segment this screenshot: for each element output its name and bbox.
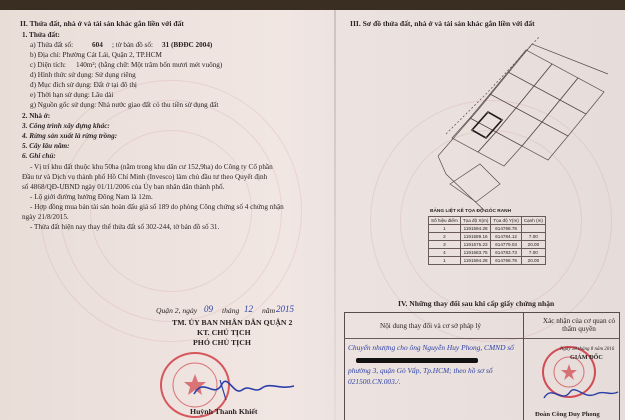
table-cell: 614784.12	[491, 233, 521, 241]
land-parcel-heading: 1. Thửa đất:	[22, 31, 60, 39]
table-cell: 614768.78	[491, 257, 521, 265]
usage-origin-line: g) Nguồn gốc sử dụng: Nhà nước giao đất có thu tiền sử dụng đất	[30, 101, 219, 109]
changes-column-header: Nội dung thay đổi và cơ sở pháp lý	[380, 322, 482, 330]
table-divider	[344, 338, 619, 339]
table-cell: 20.00	[521, 257, 545, 265]
table-cell: 1191583.75	[460, 249, 491, 257]
house-heading: 2. Nhà ở:	[22, 112, 51, 120]
table-cell: 614783.73	[491, 249, 521, 257]
column-header: Tọa độ Y(m)	[491, 217, 521, 225]
area-label: c) Diện tích:	[30, 61, 66, 69]
signature-mark	[540, 380, 620, 406]
table-cell: 20.00	[521, 241, 545, 249]
verification-date: Ngày 18 tháng 8 năm 2016	[560, 347, 615, 352]
issuing-org: TM. ỦY BAN NHÂN DÂN QUẬN 2	[172, 318, 293, 327]
page-fold	[334, 10, 336, 420]
section-ii-heading: II. Thửa đất, nhà ở và tài sản khác gắn liền với đất	[20, 19, 184, 28]
other-construction-heading: 3. Công trình xây dựng khác:	[22, 122, 110, 130]
table-cell: 1191589.16	[460, 233, 491, 241]
issue-month-label: tháng	[222, 306, 240, 315]
issue-day: 09	[204, 304, 213, 314]
parcel-diagram	[390, 34, 610, 214]
section-iii-heading: III. Sơ đồ thửa đất, nhà ở và tài sản khác gắn liền với đất	[350, 19, 535, 28]
note-line: ngày 21/8/2015.	[22, 213, 69, 221]
verification-column-header: Xác nhận của cơ quan có thẩm quyền	[542, 317, 616, 333]
note-line: - Hợp đồng mua bán tài sản hoàn đấu giá số 189 do phòng Công chứng số 4 chứng nhận	[30, 203, 284, 211]
map-sheet-label: ; tờ bản đồ số:	[112, 41, 153, 49]
table-cell: 614768.78	[491, 225, 521, 233]
table-cell: 1191594.28	[460, 257, 491, 265]
table-cell: 1	[429, 225, 461, 233]
section-iv-heading: IV. Những thay đổi sau khi cấp giấy chứng nhận	[398, 299, 555, 308]
coordinate-table-title: BẢNG LIỆT KÊ TỌA ĐỘ GÓC RANH	[430, 209, 512, 214]
note-line: - Vị trí khu đất thuộc khu 50ha (nằm trong khu dân cư 152,9ha) do Công ty Cổ phần	[30, 163, 273, 171]
column-header: Tọa độ X(m)	[460, 217, 491, 225]
table-divider	[523, 312, 524, 420]
map-sheet-value: 31 (BĐĐC 2004)	[162, 41, 213, 49]
table-row	[429, 249, 546, 257]
issue-date-prefix: Quận 2, ngày	[156, 306, 198, 315]
usage-form-line: d) Hình thức sử dụng: Sử dụng riêng	[30, 71, 136, 79]
change-entry-line: 021500.CN.003./.	[348, 377, 401, 386]
table-cell: 1191594.28	[460, 225, 491, 233]
table-cell	[521, 225, 545, 233]
table-row	[429, 257, 546, 265]
highlighted-parcel	[472, 112, 502, 138]
forest-heading: 4. Rừng sản xuất là rừng trồng:	[22, 132, 118, 140]
change-entry-line: phường 3, quận Gò Vấp, Tp.HCM; theo hồ sơ số	[348, 366, 493, 375]
perennial-tree-heading: 5. Cây lâu năm:	[22, 142, 70, 150]
table-cell: 2	[429, 233, 461, 241]
usage-purpose-line: đ) Mục đích sử dụng: Đất ở tại đô thị	[30, 81, 137, 89]
signature-mark	[190, 370, 300, 406]
change-entry-line: Chuyển nhượng cho ông Nguyễn Huy Phong, CMND số	[348, 343, 514, 352]
table-row	[429, 225, 546, 233]
usage-term-line: e) Thời hạn sử dụng: Lâu dài	[30, 91, 114, 99]
issue-year: 2015	[276, 304, 294, 314]
coordinate-table	[428, 216, 546, 265]
redacted-text	[356, 358, 478, 363]
parcel-number-label: a) Thửa đất số:	[30, 41, 74, 49]
note-line: - Thửa đất hiện nay thay thế thửa đất số 302-244, tờ bản đồ số 31.	[30, 223, 220, 231]
table-cell: 7.00	[521, 233, 545, 241]
guilloche-pattern	[90, 130, 252, 292]
table-header-row	[429, 217, 546, 225]
signer-name: Huỳnh Thanh Khiết	[190, 407, 258, 416]
table-cell: 3	[429, 241, 461, 249]
table-row	[429, 233, 546, 241]
column-header: Cạnh (m)	[521, 217, 545, 225]
note-line: Đầu tư và Dịch vụ thành phố Hồ Chí Minh (Invesco) làm chủ đầu tư theo Quyết định	[22, 173, 268, 181]
issuing-title: PHÓ CHỦ TỊCH	[193, 338, 251, 347]
table-cell: 7.00	[521, 249, 545, 257]
table-cell: 1	[429, 257, 461, 265]
issue-year-label: năm	[262, 306, 276, 315]
area-value: 140m²; (bằng chữ: Một trăm bốn mươi mét vuông)	[76, 61, 223, 69]
table-row	[429, 241, 546, 249]
column-header: Số hiệu điểm	[429, 217, 461, 225]
director-label: GIÁM ĐỐC	[570, 354, 603, 361]
note-line: số 4868/QĐ-UBND ngày 01/11/2006 của Ủy ban nhân dân thành phố.	[22, 183, 225, 191]
certificate-page	[0, 10, 625, 420]
address-line: b) Địa chỉ: Phường Cát Lái, Quận 2, TP.HCM	[30, 51, 162, 59]
director-name: Đoàn Công Duy Phong	[535, 411, 600, 418]
table-cell: 614779.03	[491, 241, 521, 249]
note-line: - Lộ giới đường hướng Đông Nam là 12m.	[30, 193, 153, 201]
table-cell: 1191575.23	[460, 241, 491, 249]
table-cell: 4	[429, 249, 461, 257]
issuing-role: KT. CHỦ TỊCH	[197, 328, 251, 337]
parcel-number-value: 604	[92, 41, 103, 49]
issue-month: 12	[244, 304, 253, 314]
notes-heading: 6. Ghi chú:	[22, 152, 56, 160]
